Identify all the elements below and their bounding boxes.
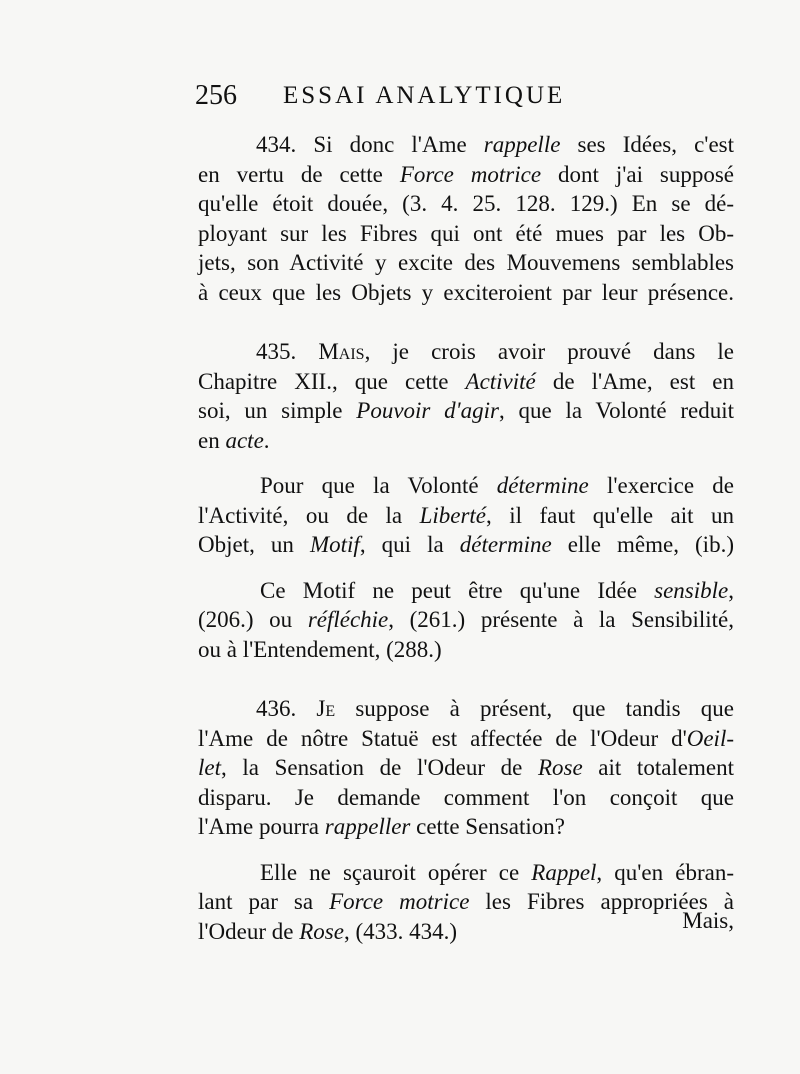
text-line: Elle ne sçauroit opérer ce Rappel, qu'en ébran- — [260, 859, 734, 885]
page-number: 256 — [195, 80, 237, 111]
text-line: 436. Je suppose à présent, que tandis que — [256, 696, 735, 721]
paragraph-434 — [198, 130, 734, 307]
paragraph-gap — [198, 560, 734, 576]
catchword: Mais, — [682, 908, 734, 933]
page-body — [198, 130, 734, 946]
text-line: Pour que la Volonté détermine l'exercice de — [260, 473, 734, 498]
text-line: qu'elle étoit douée, (3. 4. 25. 128. 129.) En se dé- — [198, 191, 734, 216]
text-line: Objet, un Motif, qui la détermine elle même, (ib.) — [198, 532, 734, 557]
text-line: ployant sur les Fibres qui ont été mues par les Ob- — [198, 220, 734, 246]
text-line: 434. Si donc l'Ame rappelle ses Idées, c'est — [256, 132, 734, 157]
text-line: Ce Motif ne peut être qu'une Idée sensible, — [260, 577, 734, 603]
text-line: Chapitre XII., que cette Activité de l'Ame, est en — [198, 368, 734, 394]
text-line: jets, son Activité y excite des Mouvemens semblables — [198, 250, 734, 275]
paragraph-gap — [198, 664, 734, 694]
text-line: (206.) ou réfléchie, (261.) présente à la Sensibilité, — [198, 607, 734, 632]
text-line: soi, un simple Pouvoir d'agir, que la Volonté reduit — [198, 398, 735, 423]
text-line: disparu. Je demande comment l'on conçoit que — [198, 784, 734, 810]
text-line: l'Ame pourra rappeller cette Sensation? — [198, 814, 565, 839]
text-line: 435. Mais, je crois avoir prouvé dans le — [256, 339, 735, 364]
paragraph-gap — [198, 307, 734, 337]
paragraph-elle — [198, 858, 734, 947]
text-line: l'Ame de nôtre Statuë est affectée de l'Odeur d'Oeil- — [198, 725, 734, 751]
paragraph-gap — [198, 842, 734, 858]
page-header — [195, 80, 635, 120]
paragraph-gap — [198, 455, 734, 471]
running-title: ESSAI ANALYTIQUE — [283, 82, 566, 109]
text-line: ou à l'Entendement, (288.) — [198, 636, 442, 662]
paragraph-ce-motif — [198, 576, 734, 665]
text-line: en vertu de cette Force motrice dont j'ai supposé — [198, 161, 734, 187]
text-line: l'Odeur de Rose, (433. 434.) — [198, 918, 458, 944]
paragraph-435 — [198, 337, 734, 455]
text-line: à ceux que les Objets y exciteroient par leur présence. — [198, 279, 734, 305]
text-line: en acte. — [198, 427, 270, 453]
text-line: l'Activité, ou de la Liberté, il faut qu'elle ait un — [198, 502, 734, 528]
paragraph-pour-que — [198, 471, 734, 560]
paragraph-436 — [198, 694, 734, 842]
text-line: lant par sa Force motrice les Fibres appropriées à — [198, 889, 735, 914]
text-line: let, la Sensation de l'Odeur de Rose ait totalement — [198, 755, 734, 780]
